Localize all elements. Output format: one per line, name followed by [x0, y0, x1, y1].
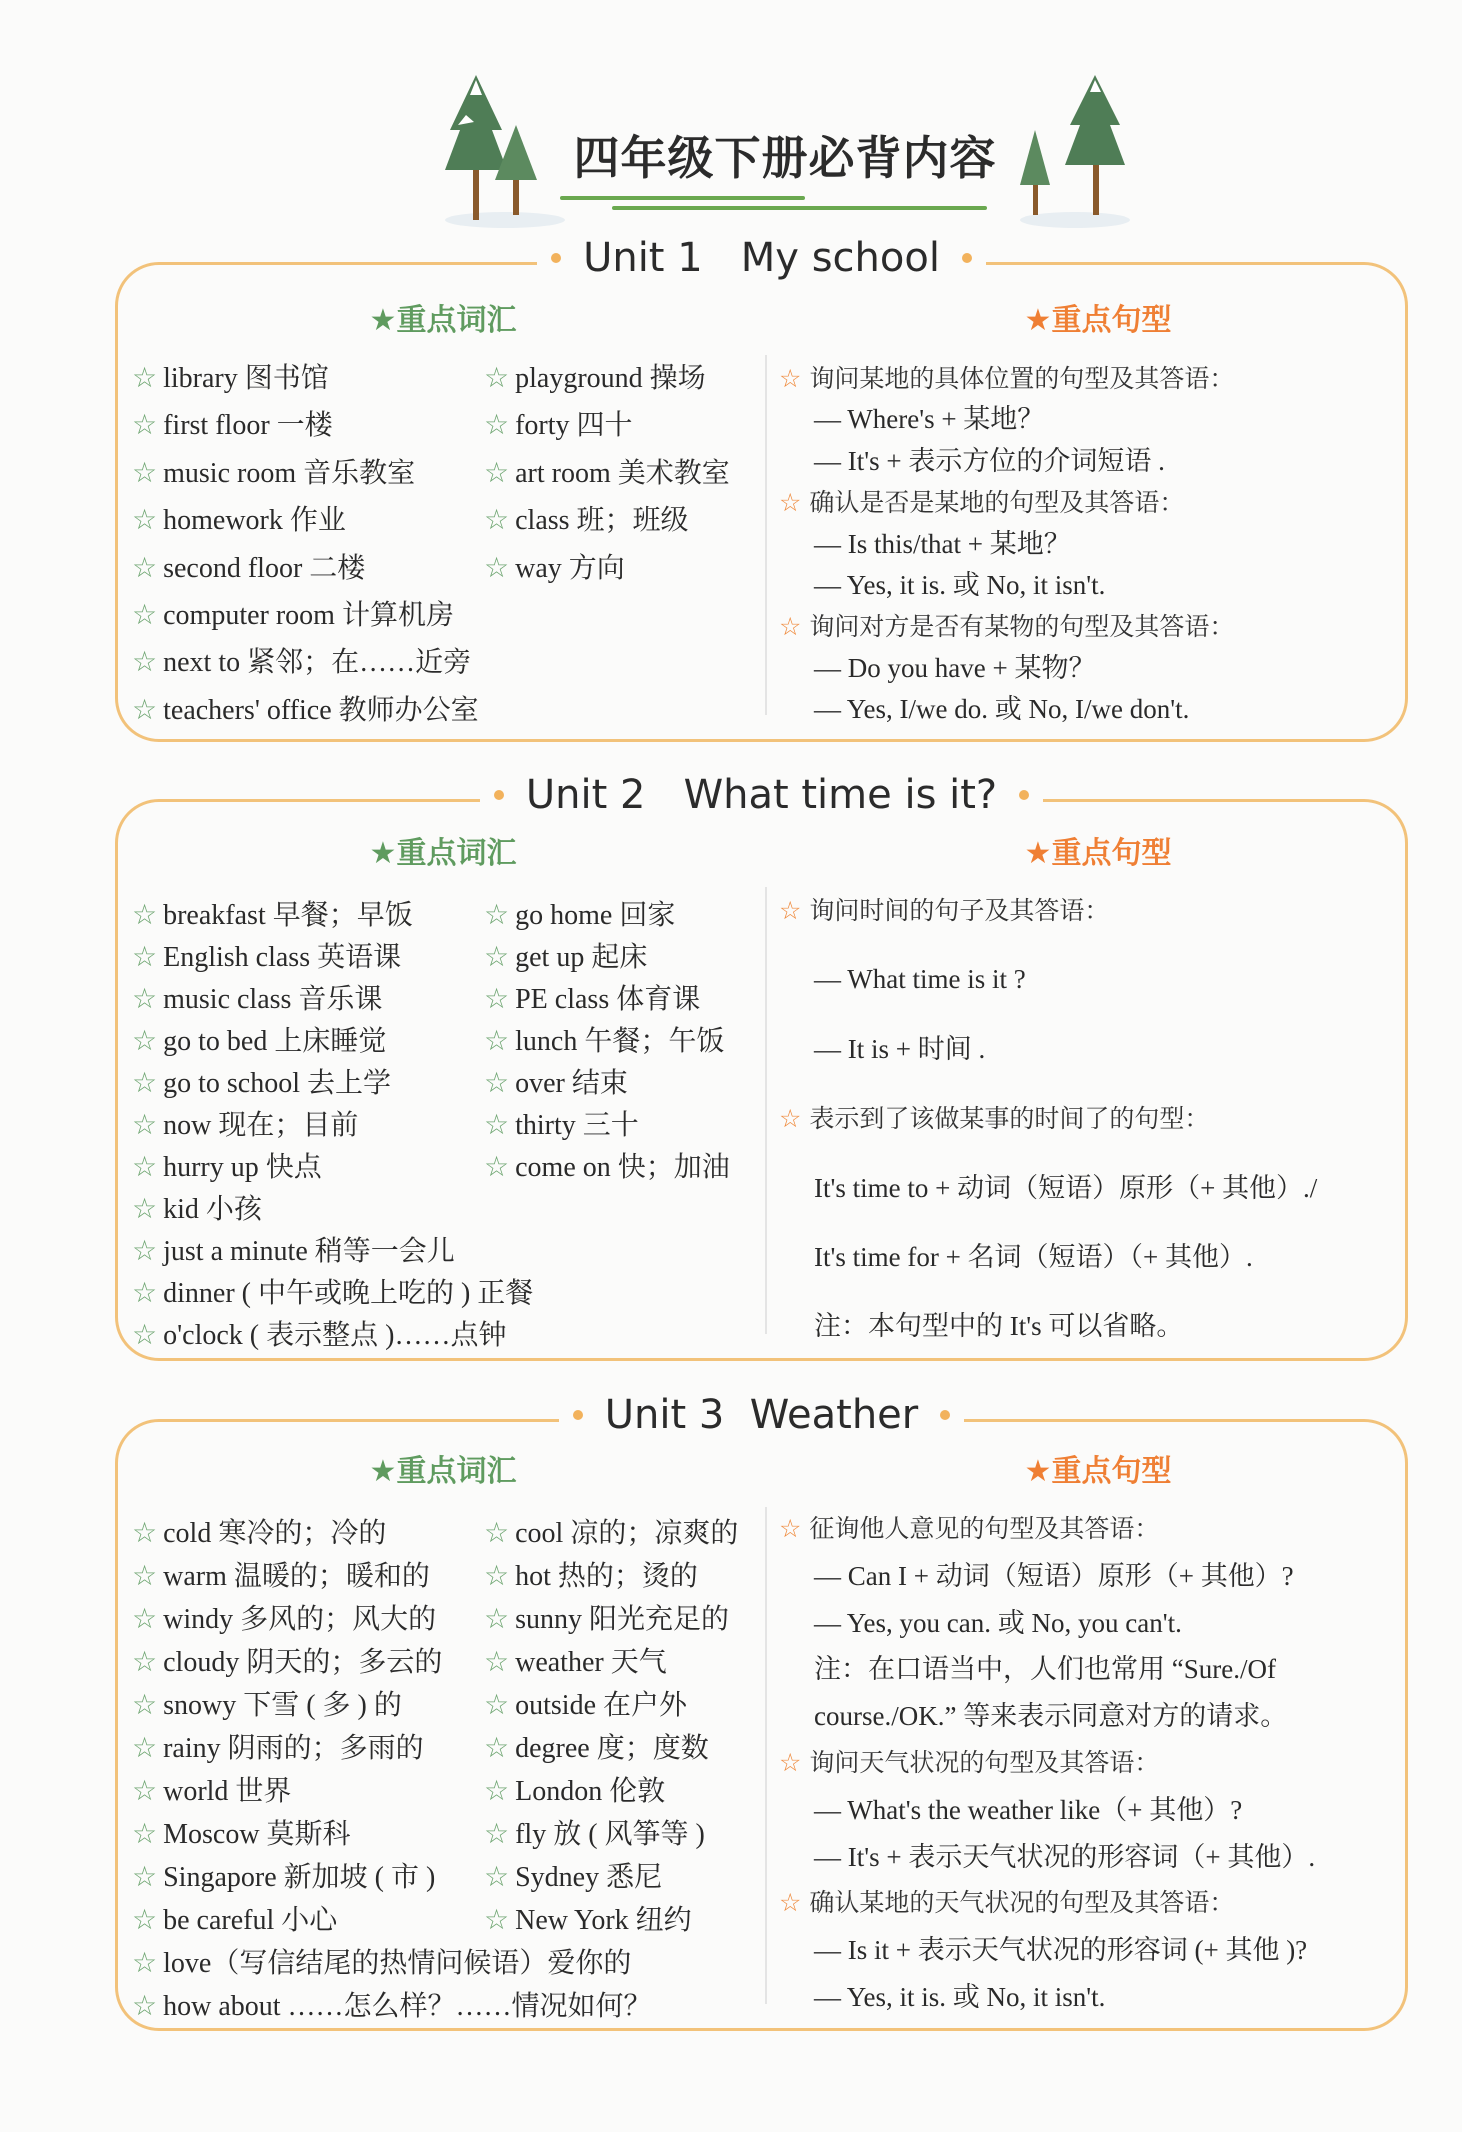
vocab-item	[132, 1273, 533, 1315]
star-icon: ☆	[484, 1068, 510, 1099]
vocab-text: playground 操场	[515, 363, 706, 394]
star-icon: ☆	[484, 1110, 510, 1141]
vocab-text: thirty 三十	[515, 1110, 639, 1141]
sentence-text: — Where's + 某地？	[814, 404, 1045, 435]
sentence-pattern-line	[779, 1015, 1317, 1084]
vocab-item	[132, 687, 479, 734]
sentence-text: It's time for + 名词（短语）（+ 其他）.	[814, 1242, 1253, 1273]
vocab-text: forty 四十	[515, 410, 633, 442]
vocab-item	[132, 1315, 533, 1357]
vocab-column	[484, 1512, 738, 1942]
vocab-item	[484, 1899, 738, 1942]
star-icon: ☆	[484, 552, 510, 584]
vocab-item	[484, 355, 730, 402]
sentence-column	[779, 876, 1317, 1362]
sentence-pattern-line	[779, 1693, 1315, 1740]
heading-dot	[494, 790, 504, 800]
unit-heading-wrap	[480, 772, 1043, 818]
star-icon: ☆	[132, 1236, 158, 1267]
unit-section	[115, 1392, 1408, 2031]
vocab-text: fly 放 ( 风筝等 )	[515, 1819, 705, 1850]
sentence-pattern-heading	[779, 358, 1234, 399]
star-icon: ☆	[132, 1948, 158, 1979]
vocab-text: class 班；班级	[515, 505, 689, 537]
sentence-pattern-line	[779, 1927, 1315, 1974]
sentence-title: ★重点句型	[1024, 836, 1172, 871]
star-icon: ☆	[484, 1862, 510, 1893]
sentence-pattern-line	[779, 399, 1234, 440]
sentence-pattern-line	[779, 565, 1234, 606]
vocab-item	[484, 1512, 738, 1555]
star-icon: ☆	[484, 984, 510, 1015]
sentence-text: 询问某地的具体位置的句型及其答语：	[809, 364, 1235, 393]
vocab-text: art room 美术教室	[515, 457, 730, 489]
star-icon: ☆	[132, 1026, 158, 1057]
vocab-text: cold 寒冷的；冷的	[163, 1518, 387, 1549]
vocab-item	[484, 1105, 730, 1147]
vocab-item	[484, 1641, 738, 1684]
title-underline	[560, 196, 805, 200]
vocab-item	[484, 1063, 730, 1105]
vocab-text: library 图书馆	[163, 363, 329, 394]
star-icon: ☆	[132, 1518, 158, 1549]
sentence-pattern-line	[779, 648, 1234, 689]
star-icon: ☆	[484, 1776, 510, 1807]
vocab-text: now 现在；目前	[163, 1110, 359, 1141]
vocab-item	[484, 979, 730, 1021]
star-icon: ☆	[779, 1514, 802, 1543]
star-icon: ☆	[132, 1905, 158, 1936]
title-underline	[612, 206, 987, 210]
right-trees-illustration	[1005, 70, 1135, 230]
vocab-text: rainy 阴雨的；多雨的	[163, 1733, 424, 1764]
vocab-item	[132, 355, 479, 402]
unit-section	[115, 772, 1408, 1361]
vocab-item	[484, 937, 730, 979]
sentence-pattern-heading	[779, 606, 1234, 647]
star-icon: ☆	[484, 1152, 510, 1183]
sentence-pattern-line	[779, 1292, 1317, 1361]
sentence-pattern-line	[779, 1787, 1315, 1834]
sentence-pattern-line	[779, 945, 1317, 1014]
vocab-item	[484, 1147, 730, 1189]
star-icon: ☆	[132, 984, 158, 1015]
star-icon: ☆	[132, 552, 158, 584]
vocab-text: cool 凉的；凉爽的	[515, 1518, 739, 1549]
vocab-text: come on 快；加油	[515, 1152, 730, 1183]
vocab-item	[484, 497, 730, 544]
sentence-text: 询问对方是否有某物的句型及其答语：	[809, 612, 1235, 642]
vocab-text: English class 英语课	[163, 942, 402, 973]
sentence-text: — Do you have + 某物？	[814, 652, 1096, 683]
vocab-item	[132, 402, 479, 449]
vocab-text: kid 小孩	[163, 1194, 262, 1225]
vocab-text: hurry up 快点	[163, 1152, 322, 1183]
star-icon: ☆	[132, 1647, 158, 1678]
sentence-text: — Yes, you can. 或 No, you can't.	[814, 1607, 1182, 1638]
vocab-text: degree 度；度数	[515, 1733, 709, 1764]
unit-title: Unit 2 What time is it?	[525, 772, 998, 818]
star-icon: ☆	[132, 1278, 158, 1309]
vocab-text: windy 多风的；风大的	[163, 1604, 437, 1635]
sentence-pattern-line	[779, 1834, 1315, 1881]
vocab-item	[132, 1189, 533, 1231]
vocab-text: second floor 二楼	[163, 552, 366, 584]
vocab-text: teachers' office 教师办公室	[163, 694, 479, 726]
vocab-text: New York 纽约	[515, 1905, 692, 1936]
star-icon: ☆	[484, 410, 510, 442]
sentence-text: 注：本句型中的 It's 可以省略。	[814, 1311, 1184, 1342]
vocab-item	[132, 639, 479, 686]
star-icon: ☆	[132, 1819, 158, 1850]
star-icon: ☆	[484, 942, 510, 973]
vocab-text: hot 热的；烫的	[515, 1561, 698, 1592]
sentence-pattern-heading	[779, 1880, 1315, 1927]
star-icon: ☆	[484, 1733, 510, 1764]
vocab-text: warm 温暖的；暖和的	[163, 1561, 430, 1592]
vocab-text: dinner ( 中午或晚上吃的 ) 正餐	[163, 1278, 534, 1309]
star-icon: ☆	[132, 942, 158, 973]
vocab-column	[484, 355, 730, 592]
unit-title: Unit 3 Weather	[604, 1392, 919, 1438]
sentence-pattern-line	[779, 689, 1234, 730]
vocab-text: get up 起床	[515, 942, 648, 973]
star-icon: ☆	[779, 488, 802, 518]
sentence-pattern-line	[779, 1223, 1317, 1292]
vocab-text: Singapore 新加坡 ( 市 )	[163, 1862, 436, 1893]
vocab-item	[484, 1813, 738, 1856]
star-icon: ☆	[132, 1561, 158, 1592]
star-icon: ☆	[484, 1561, 510, 1592]
sentence-text: — What's the weather like（+ 其他）?	[814, 1794, 1243, 1825]
vocab-text: snowy 下雪 ( 多 ) 的	[163, 1690, 402, 1721]
star-icon: ☆	[132, 1320, 158, 1351]
vocab-text: music class 音乐课	[163, 984, 383, 1015]
star-icon: ☆	[132, 410, 158, 442]
vocab-item	[132, 1063, 533, 1105]
vocab-text: music room 音乐教室	[163, 457, 416, 489]
vocab-column	[132, 355, 479, 734]
vocab-item	[132, 895, 533, 937]
star-icon: ☆	[132, 457, 158, 489]
star-icon: ☆	[132, 900, 158, 931]
vocab-item	[484, 1770, 738, 1813]
vocab-text: cloudy 阴天的；多云的	[163, 1647, 443, 1678]
sentence-pattern-line	[779, 1646, 1315, 1693]
sentence-pattern-line	[779, 1553, 1315, 1600]
vocab-text: Sydney 悉尼	[515, 1862, 663, 1893]
vocab-text: weather 天气	[515, 1647, 667, 1678]
sentence-text: 注：在口语当中，人们也常用 “Sure./Of	[814, 1654, 1276, 1685]
vocab-item	[484, 1021, 730, 1063]
sentence-text: — Is it + 表示天气状况的形容词 (+ 其他 )?	[814, 1935, 1308, 1966]
vocab-title: ★重点词汇	[369, 836, 517, 871]
star-icon: ☆	[132, 1991, 158, 2022]
star-icon: ☆	[484, 1604, 510, 1635]
heading-dot	[940, 1410, 950, 1420]
vocab-text: London 伦敦	[515, 1776, 666, 1807]
vocab-text: o'clock ( 表示整点 )……点钟	[163, 1320, 507, 1351]
left-trees-illustration	[440, 70, 570, 230]
star-icon: ☆	[484, 1518, 510, 1549]
star-icon: ☆	[779, 1104, 802, 1134]
sentence-pattern-line	[779, 1600, 1315, 1647]
vocab-item	[132, 1147, 533, 1189]
sentence-pattern-heading	[779, 876, 1317, 945]
sentence-text: — It's + 表示方位的介词短语 .	[814, 445, 1165, 476]
vocab-text: sunny 阳光充足的	[515, 1604, 730, 1635]
heading-dot	[573, 1410, 583, 1420]
vocab-item	[132, 979, 533, 1021]
star-icon: ☆	[132, 694, 158, 726]
star-icon: ☆	[484, 457, 510, 489]
sentence-text: 征询他人意见的句型及其答语：	[809, 1514, 1160, 1543]
vocab-item	[132, 937, 533, 979]
vocab-text: first floor 一楼	[163, 410, 333, 442]
vocab-text: world 世界	[163, 1776, 292, 1807]
unit-heading	[118, 772, 1405, 818]
vocab-column	[484, 895, 730, 1189]
heading-dot	[962, 253, 972, 263]
unit-heading	[118, 1392, 1405, 1438]
unit-title: Unit 1 My school	[583, 235, 940, 281]
sentence-pattern-line	[779, 441, 1234, 482]
heading-dot	[1019, 790, 1029, 800]
star-icon: ☆	[484, 1647, 510, 1678]
page-title: 四年级下册必背内容	[573, 131, 997, 185]
vocab-column	[132, 895, 533, 1357]
star-icon: ☆	[484, 505, 510, 537]
vocab-item	[132, 1021, 533, 1063]
star-icon: ☆	[779, 1747, 802, 1777]
vocab-item	[484, 1555, 738, 1598]
vocab-text: outside 在户外	[515, 1690, 687, 1721]
star-icon: ☆	[132, 1110, 158, 1141]
vocab-title: ★重点词汇	[369, 303, 517, 338]
sentence-text: — Yes, I/we do. 或 No, I/we don't.	[814, 694, 1190, 725]
heading-dot	[551, 253, 561, 263]
sentence-text: 确认某地的天气状况的句型及其答语：	[809, 1888, 1235, 1918]
star-icon: ☆	[132, 1068, 158, 1099]
vocab-text: breakfast 早餐；早饭	[163, 900, 413, 931]
unit-heading-wrap	[559, 1392, 964, 1438]
vocab-text: way 方向	[515, 552, 625, 584]
vocab-text: love（写信结尾的热情问候语）爱你的	[163, 1948, 632, 1979]
vocab-text: over 结束	[515, 1068, 628, 1099]
vocab-item	[484, 1598, 738, 1641]
vocab-text: next to 紧邻；在……近旁	[163, 647, 472, 679]
sentence-text: — It is + 时间 .	[814, 1033, 986, 1064]
column-divider	[765, 887, 767, 1334]
vocab-text: just a minute 稍等一会儿	[163, 1236, 455, 1267]
sentence-pattern-line	[779, 524, 1234, 565]
sentence-pattern-line	[779, 1154, 1317, 1223]
sentence-pattern-heading	[779, 1084, 1317, 1153]
star-icon: ☆	[132, 1776, 158, 1807]
sentence-text: — What time is it ?	[814, 964, 1026, 995]
vocab-item	[132, 450, 479, 497]
column-divider	[765, 1507, 767, 2004]
vocab-item	[132, 497, 479, 544]
sentence-text: 询问天气状况的句型及其答语：	[809, 1747, 1160, 1777]
sentence-text: — Yes, it is. 或 No, it isn't.	[814, 570, 1106, 601]
star-icon: ☆	[132, 1194, 158, 1225]
unit-section	[115, 235, 1408, 742]
star-icon: ☆	[132, 600, 158, 632]
sentence-text: — Can I + 动词（短语）原形（+ 其他）?	[814, 1560, 1294, 1591]
star-icon: ☆	[132, 1604, 158, 1635]
sentence-text: 询问时间的句子及其答语：	[809, 896, 1110, 925]
vocab-item	[484, 1856, 738, 1899]
sentence-title: ★重点句型	[1024, 1454, 1172, 1489]
vocab-item	[132, 592, 479, 639]
vocab-text: how about ……怎么样？……情况如何？	[163, 1991, 652, 2022]
vocab-item	[484, 1727, 738, 1770]
vocab-text: be careful 小心	[163, 1905, 338, 1936]
star-icon: ☆	[132, 1690, 158, 1721]
star-icon: ☆	[484, 1026, 510, 1057]
sentence-text: 确认是否是某地的句型及其答语：	[809, 488, 1185, 518]
star-icon: ☆	[779, 896, 802, 925]
sentence-text: It's time to + 动词（短语）原形（+ 其他）./	[814, 1172, 1318, 1203]
vocab-text: PE class 体育课	[515, 984, 701, 1015]
star-icon: ☆	[484, 1819, 510, 1850]
vocab-item	[484, 895, 730, 937]
vocab-item	[484, 450, 730, 497]
vocab-text: lunch 午餐；午饭	[515, 1026, 725, 1057]
sentence-pattern-heading	[779, 1506, 1315, 1553]
vocab-title: ★重点词汇	[369, 1454, 517, 1489]
vocab-item	[132, 1942, 652, 1985]
sentence-text: — Yes, it is. 或 No, it isn't.	[814, 1981, 1106, 2012]
sentence-text: course./OK.” 等来表示同意对方的请求。	[814, 1701, 1288, 1732]
star-icon: ☆	[132, 363, 158, 394]
vocab-item	[132, 1985, 652, 2028]
vocab-item	[132, 1105, 533, 1147]
star-icon: ☆	[484, 363, 510, 394]
star-icon: ☆	[779, 612, 802, 642]
sentence-text: — It's + 表示天气状况的形容词（+ 其他）.	[814, 1841, 1316, 1872]
sentence-pattern-heading	[779, 482, 1234, 523]
column-divider	[765, 355, 767, 715]
star-icon: ☆	[132, 1152, 158, 1183]
vocab-item	[484, 545, 730, 592]
unit-heading	[118, 235, 1405, 281]
sentence-title: ★重点句型	[1024, 303, 1172, 338]
vocab-text: go home 回家	[515, 900, 676, 931]
vocab-text: go to bed 上床睡觉	[163, 1026, 387, 1057]
star-icon: ☆	[779, 1888, 802, 1918]
sentence-text: 表示到了该做某事的时间了的句型：	[809, 1104, 1210, 1134]
star-icon: ☆	[132, 505, 158, 537]
vocab-item	[132, 545, 479, 592]
sentence-pattern-heading	[779, 1740, 1315, 1787]
star-icon: ☆	[132, 1862, 158, 1893]
star-icon: ☆	[132, 1733, 158, 1764]
vocab-item	[484, 402, 730, 449]
vocab-item	[484, 1684, 738, 1727]
star-icon: ☆	[484, 900, 510, 931]
star-icon: ☆	[779, 364, 802, 393]
star-icon: ☆	[132, 647, 158, 679]
sentence-column	[779, 358, 1234, 731]
unit-heading-wrap	[537, 235, 986, 281]
vocab-text: homework 作业	[163, 505, 346, 537]
sentence-text: — Is this/that + 某地？	[814, 528, 1071, 559]
star-icon: ☆	[484, 1690, 510, 1721]
vocab-text: go to school 去上学	[163, 1068, 391, 1099]
vocab-item	[132, 1231, 533, 1273]
vocab-text: computer room 计算机房	[163, 600, 454, 632]
sentence-pattern-line	[779, 1974, 1315, 2021]
sentence-column	[779, 1506, 1315, 2021]
star-icon: ☆	[484, 1905, 510, 1936]
vocab-text: Moscow 莫斯科	[163, 1819, 351, 1850]
